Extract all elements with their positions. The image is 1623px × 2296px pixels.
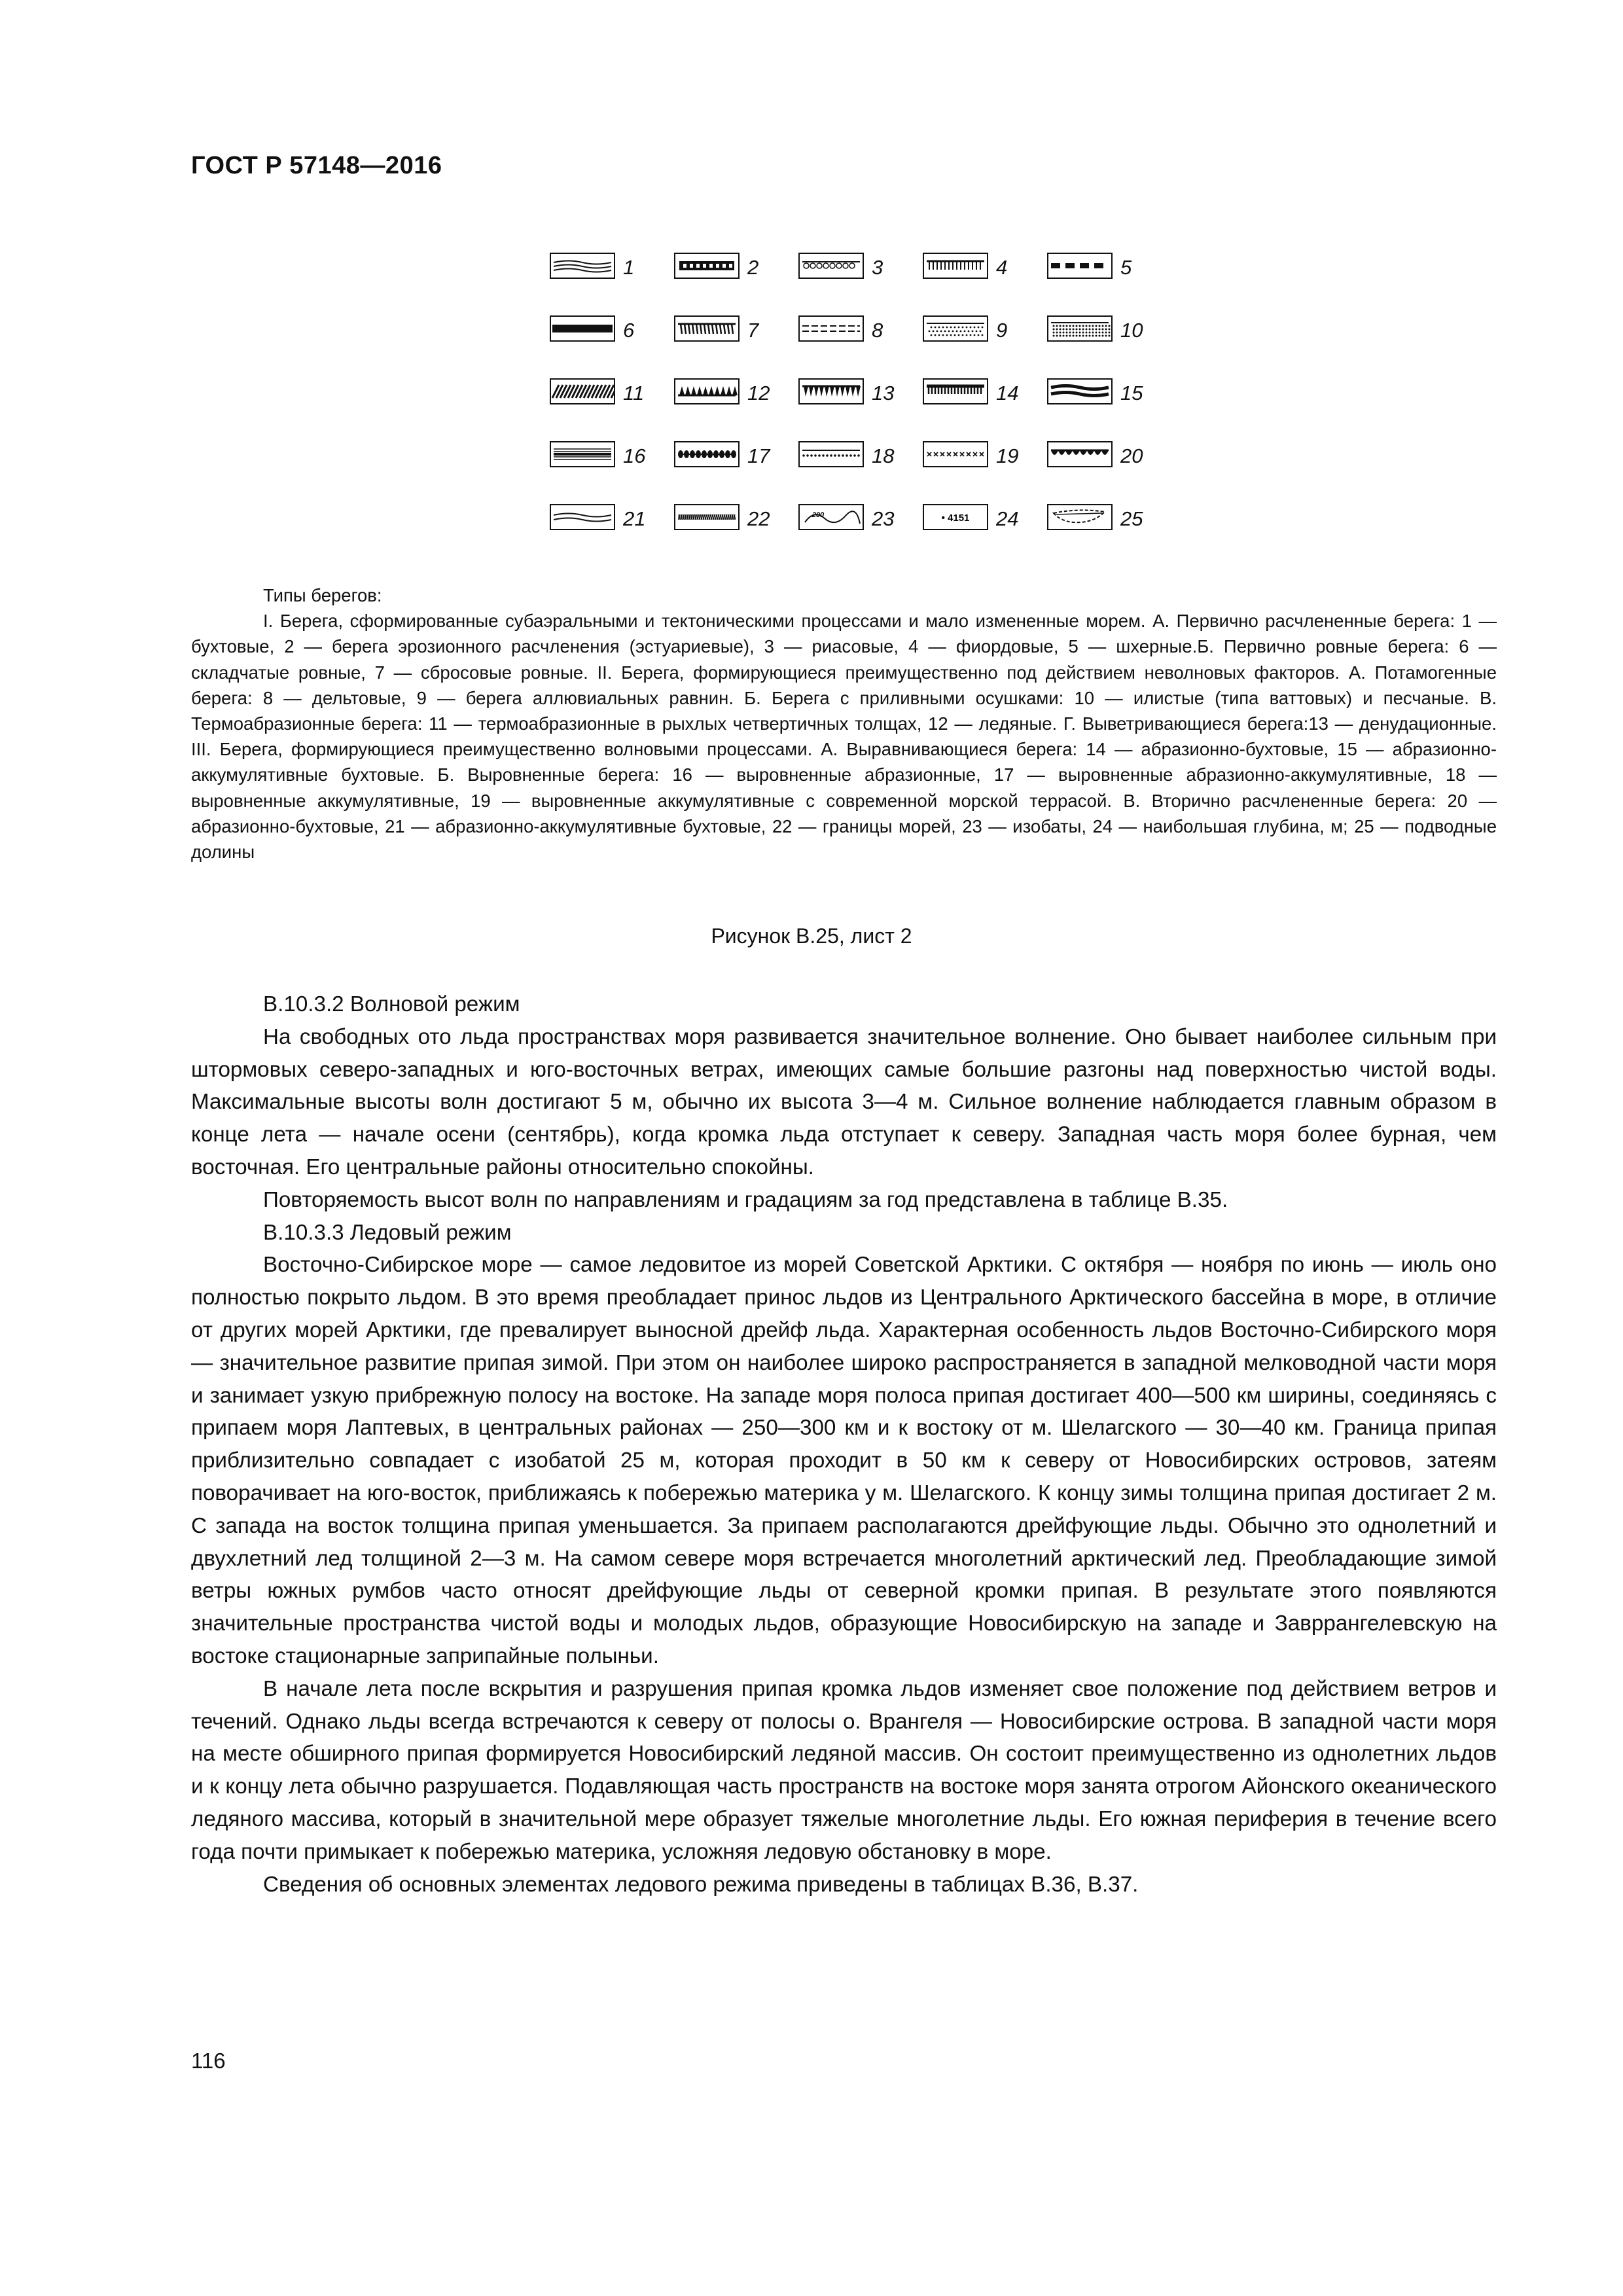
legend-item [798,374,916,414]
legend-item [798,500,916,539]
legend-number: 13 [872,382,895,404]
dotted-bold-band-symbol [674,253,740,279]
legend-number: 9 [996,319,1008,342]
legend-item [923,437,1041,476]
legend-item [674,374,792,414]
legend-number: 2 [747,256,759,279]
legend-number: 19 [996,444,1019,467]
dashed-double-line-symbol [798,315,864,342]
legend-number: 21 [623,507,646,530]
short-ticks-band-symbol [674,315,740,342]
legend-number: 6 [623,319,635,342]
parallel-wavy-lines-symbol [550,253,615,279]
legend-item [550,437,668,476]
page-number: 116 [191,2049,226,2073]
isobath-label: 200 [812,511,825,519]
section-heading: В.10.3.2 Волновой режим [263,992,520,1016]
legend-item [798,249,916,288]
legend-item [923,312,1041,351]
depth-mark-symbol [923,504,988,530]
legend-item [923,249,1041,288]
legend-item [923,374,1041,414]
legend-number: 18 [872,444,895,467]
legend-caption [191,583,1497,865]
legend-number: 12 [747,382,770,404]
legend-number: 5 [1120,256,1132,279]
legend-number: 8 [872,319,883,342]
legend-number: 25 [1120,507,1143,530]
dashed-bold-line-symbol [1047,253,1113,279]
standard-header: ГОСТ Р 57148—2016 [191,152,442,179]
legend-item [674,249,792,288]
legend-item [550,249,668,288]
legend-item [550,374,668,414]
diagonal-hatch-symbol [550,378,615,404]
isobath-curve-symbol [798,504,864,530]
legend-item [550,500,668,539]
cross-marks-band-symbol [923,441,988,467]
fine-hatch-band-symbol [674,504,740,530]
section-heading: В.10.3.3 Ледовый режим [263,1220,512,1245]
legend-item [1047,437,1165,476]
paragraph: В начале лета после вскрытия и разрушения припая кромка льдов изменяет свое положение под действием ветров и течений. Однако льды всегда встречаются к северу от полосы о. Врангеля — Новосибирские острова. В западной части моря на месте обширного припая формируется Новосибирский ледяной массив. Он состоит преимущественно из однолетних льдов и к концу лета обычно разрушается. Подавляющая часть пространств на востоке моря занята отрогом Айонского океанического ледяного массива, который в значительной мере образует тяжелые многолетние льды. Его южная периферия в течение всего года почти примыкает к побережью материка, усложняя ледовую обстановку в море. [191,1676,1497,1864]
legend-number: 11 [623,382,645,404]
legend-caption-text: I. Берега, сформированные субаэральными и тектоническими процессами и мало измененные морем. А. Первично расчлененные берега: 1 — бухтовые, 2 — берега эрозионного расчленения (эстуариевые), 3 — риасовые, 4 — фиордовые, 5 — шхерные.Б. Первично ровные берега: 6 — складчатые ровные, 7 — сбросовые ровные. II. Берега, формирующиеся преимущественно под действием неволновых факторов. А. Потамогенные берега: 8 — дельтовые, 9 — берега аллювиальных равнин. Б. Берега с приливными осушками: 10 — илистые (типа ваттовых) и песчаные. В. Термоабразионные берега: 11 — термоабразионные в рыхлых четвертичных толщах, 12 — ледяные. Г. Выветривающиеся берега:13 — денудационные. III. Берега, формирующиеся преимущественно волновыми процессами. А. Выравнивающиеся берега: 14 — абразионно-бухтовые, 15 — абразионно-аккумулятивные бухтовые. Б. Выровненные берега: 16 — выровненные абразионные, 17 — выровненные абразионно-аккумулятивные, 18 — выровненные аккумулятивные, 19 — выровненные аккумулятивные с современной морской террасой. В. Вторично расчлененные берега: 20 — абразионно-бухтовые, 21 — абразионно-аккумулятивные бухтовые, 22 — границы морей, 23 — изобаты, 24 — наибольшая глубина, м; 25 — подводные долины [191,611,1497,863]
legend-number: 15 [1120,382,1143,404]
depth-label: • 4151 [941,512,970,524]
legend-item [550,312,668,351]
legend-number: 1 [623,256,635,279]
legend-item [1047,500,1165,539]
scalloped-line-symbol [1047,441,1113,467]
dotted-line-band-symbol [798,441,864,467]
legend-number: 24 [996,507,1019,530]
figure-caption: Рисунок В.25, лист 2 [711,924,912,948]
bead-band-symbol [674,441,740,467]
legend-number: 3 [872,256,883,279]
paragraph: Восточно-Сибирское море — самое ледовитое из морей Советской Арктики. С октября — ноября по июнь — июль оно полностью покрыто льдом. В это время преобладает принос льдов из Центрального Арктического бассейна в море, в отличие от других морей Арктики, где превалирует выносной дрейф льда. Характерная особенность льдов Восточно-Сибирского моря — значительное развитие припая зимой. При этом он наиболее широко распространяется в западной мелководной части моря и занимает узкую прибрежную полосу на востоке. На западе моря полоса припая достигает 400—500 км ширины, соединяясь с припаем моря Лаптевых, в центральных районах — 250—300 км и к востоку от м. Шелагского — 30—40 км. Граница припая приблизительно совпадает с изобатой 25 м, которая проходит в 50 км к северу от Новосибирских островов, затеям поворачивает на юго-восток, приближаясь к побережью материка у м. Шелагского. К концу зимы толщина припая достигает 2 м. С запада на восток толщина припая уменьшается. За припаем располагаются дрейфующие льды. Обычно это однолетний и двухлетний лед толщиной 2—3 м. На самом севере моря встречается многолетний арктический лед. Преобладающие зимой ветры южных румбов часто относят дрейфующие льды от северной кромки припая. В результате этого появляются значительные пространства чистой воды и молодых льдов, образующие Новосибирскую на западе и Завррангелевскую на востоке стационарные заприпайные полыньи. [191,1253,1497,1668]
slanted-ticks-band-symbol [798,378,864,404]
valley-outline-symbol [1047,504,1113,530]
dense-dots-fill-symbol [1047,315,1113,342]
legend-item [674,437,792,476]
hanging-ticks-symbol [923,253,988,279]
legend-item [1047,312,1165,351]
legend-item [1047,249,1165,288]
paragraph: Повторяемость высот волн по направлениям и градациям за год представлена в таблице В.35. [263,1187,1228,1212]
legend-item [674,500,792,539]
legend-item [798,312,916,351]
bold-wavy-lines-symbol [1047,378,1113,404]
legend-item [923,500,1041,539]
legend-number: 22 [747,507,770,530]
multi-line-band-symbol [550,441,615,467]
legend-item [798,437,916,476]
legend-number: 17 [747,444,770,467]
comb-ticks-band-symbol [923,378,988,404]
legend-number: 16 [623,444,646,467]
paragraph: На свободных ото льда пространствах моря развивается значительное волнение. Оно бывает наиболее сильным при штормовых северо-западных и юго-восточных ветрах, имеющих самые большие разгоны над поверхностью чистой воды. Максимальные высоты волн достигают 5 м, обычно их высота 3—4 м. Сильное волнение наблюдается главным образом в конце лета — начале осени (сентябрь), когда кромка льда отступает к северу. Западная часть моря более бурная, чем восточная. Его центральные районы относительно спокойны. [191,1024,1497,1179]
legend-number: 10 [1120,319,1143,342]
legend-caption-title: Типы берегов: [263,585,382,605]
legend-number: 7 [747,319,759,342]
legend-number: 14 [996,382,1019,404]
legend-number: 4 [996,256,1008,279]
thin-wavy-lines-symbol [550,504,615,530]
thick-solid-line-symbol [550,315,615,342]
paragraph: Сведения об основных элементах ледового режима приведены в таблицах В.36, В.37. [263,1872,1139,1897]
loops-band-symbol [798,253,864,279]
coast-types-legend [550,249,1152,537]
triangles-band-symbol [674,378,740,404]
body-text [191,988,1497,1901]
dotted-fill-symbol [923,315,988,342]
legend-number: 20 [1120,444,1143,467]
legend-item [674,312,792,351]
legend-item [1047,374,1165,414]
legend-number: 23 [872,507,895,530]
